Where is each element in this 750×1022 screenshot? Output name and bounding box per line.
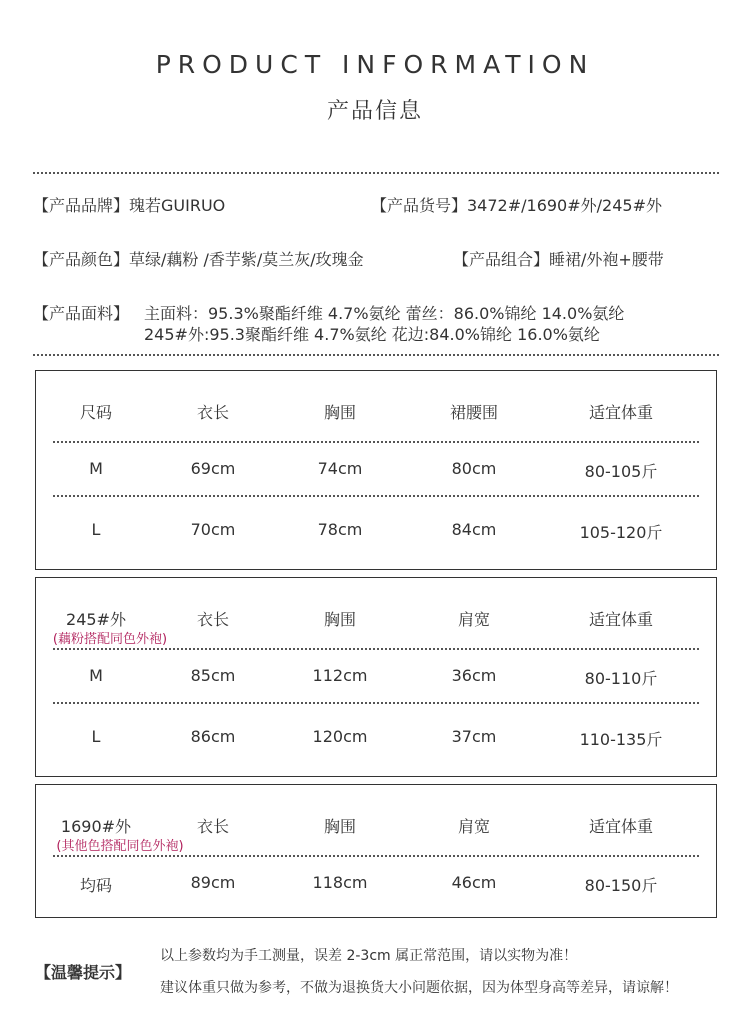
fabric-label: 【产品面料】 [33,304,130,323]
row-divider [53,495,699,497]
table-cell: L [91,727,101,746]
header-cell: 245#外 [66,610,126,629]
table-cell: 110-135斤 [579,730,663,749]
divider [33,354,719,356]
table-cell: 120cm [312,727,368,746]
header-cell: 裙腰围 [449,403,498,422]
fabric-line-1: 主面料：95.3%聚酯纤维 4.7%氨纶 蕾丝：86.0%锦纶 14.0%氨纶 [144,304,625,323]
header-cell: 1690#外 [60,817,132,836]
brand-text: 【产品品牌】瑰若GUIRUO [33,196,226,215]
header-cell: 胸围 [323,610,356,629]
header-cell: 适宜体重 [588,610,653,629]
tips-label: 【温馨提示】 [35,963,132,982]
divider [33,172,719,174]
header-cell: 适宜体重 [588,403,653,422]
header-cell: 胸围 [323,403,356,422]
combo-text: 【产品组合】睡裙/外袍+腰带 [453,250,664,269]
header-cell: 肩宽 [457,817,490,836]
header-cell: 衣长 [196,403,229,422]
table-note: (其他色搭配同色外袍) [56,839,184,854]
page-title-cn: 产品信息 [326,99,423,124]
table-cell: 112cm [312,666,368,685]
tip-line-1: 以上参数均为手工测量，误差 2-3cm 属正常范围，请以实物为准！ [160,948,578,964]
info-row-colors [33,247,719,270]
table-cell: 36cm [451,666,497,685]
size-table-3472 [35,370,717,570]
item-no-text: 【产品货号】3472#/1690#外/245#外 [371,196,662,215]
table-cell: 46cm [451,873,497,892]
table-cell: 86cm [190,727,236,746]
table-note: (藕粉搭配同色外袍) [52,632,168,647]
row-divider [53,855,699,857]
header-cell: 胸围 [323,817,356,836]
header-cell: 适宜体重 [588,817,653,836]
table-cell: 89cm [190,873,236,892]
table-cell: 69cm [190,459,236,478]
table-cell: 80cm [451,459,497,478]
page-title-en: PRODUCT INFORMATION [155,50,595,79]
table-cell: 80-105斤 [584,462,658,481]
row-divider [53,702,699,704]
size-table-1690 [35,784,717,918]
row-divider [53,648,699,650]
header-cell: 尺码 [79,403,112,422]
size-table-245 [35,577,717,777]
tip-line-2: 建议体重只做为参考，不做为退换货大小问题依据，因为体型身高等差异，请谅解！ [160,980,678,996]
table-cell: 118cm [312,873,368,892]
table-cell: 37cm [451,727,497,746]
table-cell: 105-120斤 [579,523,663,542]
table-cell: M [89,459,103,478]
table-cell: 85cm [190,666,236,685]
table-cell: 78cm [317,520,363,539]
table-cell: 80-110斤 [584,669,658,688]
fabric-line-2: 245#外:95.3聚酯纤维 4.7%氨纶 花边:84.0%锦纶 16.0%氨纶 [144,325,600,344]
table-cell: 70cm [190,520,236,539]
table-cell: 74cm [317,459,363,478]
header-cell: 衣长 [196,610,229,629]
header-cell: 肩宽 [457,610,490,629]
table-cell: L [91,520,101,539]
row-divider [53,441,699,443]
header-cell: 衣长 [196,817,229,836]
table-cell: M [89,666,103,685]
colors-text: 【产品颜色】草绿/藕粉 /香芋紫/莫兰灰/玫瑰金 [33,250,364,269]
table-cell: 均码 [79,876,112,895]
info-row-brand [33,193,719,216]
table-cell: 84cm [451,520,497,539]
table-cell: 80-150斤 [584,876,658,895]
